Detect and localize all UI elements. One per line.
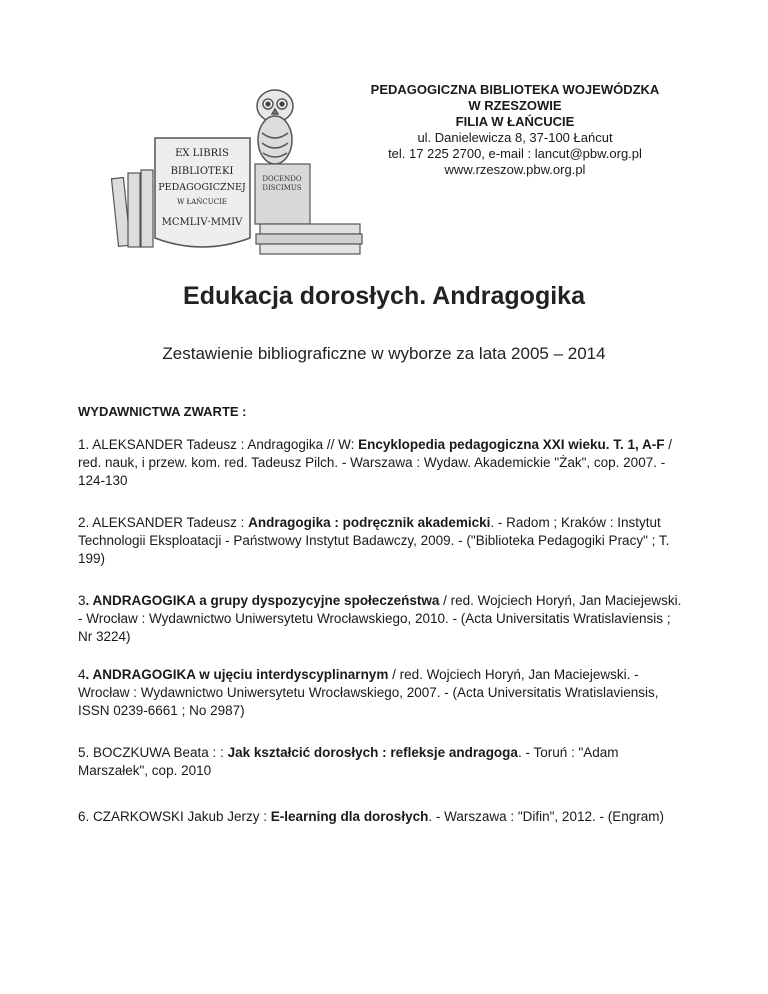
section-heading: WYDAWNICTWA ZWARTE : bbox=[78, 404, 247, 419]
book-text-1: DOCENDO bbox=[262, 175, 302, 183]
header-line-2: W RZESZOWIE bbox=[468, 98, 562, 113]
owl-icon bbox=[257, 90, 293, 164]
logo-line-1: EX LIBRIS bbox=[175, 148, 229, 159]
entry-title: . ANDRAGOGIKA w ujęciu interdyscyplinarnym bbox=[85, 667, 389, 682]
entry-text: 3 bbox=[78, 593, 86, 608]
entry-text: / red. Wojciech Horyń, Jan Maciejewski. - Wrocław : Wydawnictwo Uniwersytetu Wrocławskiego, 2007. - (Acta Universitatis Wratislaviensis, ISSN 0239-6661 ; No 2987) bbox=[78, 667, 659, 718]
bibliography-entry-3 bbox=[78, 592, 688, 646]
entry-text: 2. ALEKSANDER Tadeusz : bbox=[78, 515, 249, 530]
leaning-books-icon bbox=[111, 170, 153, 247]
bibliography-entry-4 bbox=[78, 666, 688, 720]
page-subtitle: Zestawienie bibliograficzne w wyborze za lata 2005 – 2014 bbox=[162, 344, 606, 363]
entry-text: . - Warszawa : "Difin", 2012. - (Engram) bbox=[428, 809, 664, 824]
logo-line-3: PEDAGOGICZNEJ bbox=[158, 182, 246, 193]
book-text-2: DISCIMUS bbox=[262, 184, 302, 192]
entry-text: / red. Wojciech Horyń, Jan Maciejewski. - Wrocław : Wydawnictwo Uniwersytetu Wrocławskiego, 2010. - (Acta Universitatis Wratislaviensis ; Nr 3224) bbox=[78, 593, 682, 644]
bibliography-entry-2 bbox=[78, 514, 688, 568]
ex-libris-logo bbox=[110, 78, 370, 258]
entry-text: 1. ALEKSANDER Tadeusz : Andragogika // W: bbox=[78, 437, 359, 452]
entry-text: / red. nauk, i przew. kom. red. Tadeusz Pilch. - Warszawa : Wydaw. Akademickie "Żak", cop. 2007. - 124-130 bbox=[78, 437, 672, 488]
logo-line-5: MCMLIV·MMIV bbox=[161, 217, 243, 228]
header-website: www.rzeszow.pbw.org.pl bbox=[444, 162, 586, 177]
ex-libris-shield bbox=[155, 138, 250, 247]
entry-title: Jak kształcić dorosłych : refleksje andragoga bbox=[227, 745, 518, 760]
page-title: Edukacja dorosłych. Andragogika bbox=[183, 282, 585, 310]
entry-text: . - Toruń : "Adam Marszałek", cop. 2010 bbox=[78, 745, 619, 778]
bibliography-entry-6 bbox=[78, 808, 688, 826]
entry-title: Encyklopedia pedagogiczna XXI wieku. T. 1, A-F bbox=[358, 437, 665, 452]
bibliography-entry-1 bbox=[78, 436, 688, 490]
entry-text: 5. BOCZKUWA Beata : : bbox=[78, 745, 228, 760]
bibliography-entry-5 bbox=[78, 744, 688, 780]
entry-title: E-learning dla dorosłych bbox=[270, 809, 429, 824]
header-address: ul. Danielewicza 8, 37-100 Łańcut bbox=[417, 130, 613, 145]
header-line-3: FILIA W ŁAŃCUCIE bbox=[455, 114, 575, 129]
header-line-1: PEDAGOGICZNA BIBLIOTEKA WOJEWÓDZKA bbox=[370, 82, 660, 97]
entry-title: Andragogika : podręcznik akademicki bbox=[248, 515, 491, 530]
entry-text: 6. CZARKOWSKI Jakub Jerzy : bbox=[78, 809, 271, 824]
entry-text: . - Radom ; Kraków : Instytut Technologii Eksploatacji - Państwowy Instytut Badawczy, 2009. - ("Biblioteka Pedagogiki Pracy" ; T. 199) bbox=[78, 515, 670, 566]
library-header bbox=[340, 82, 690, 178]
header-contact: tel. 17 225 2700, e-mail : lancut@pbw.org.pl bbox=[388, 146, 642, 161]
entry-title: . ANDRAGOGIKA a grupy dyspozycyjne społeczeństwa bbox=[85, 593, 440, 608]
entry-text: 4 bbox=[78, 667, 86, 682]
logo-line-2: BIBLIOTEKI bbox=[170, 166, 234, 177]
logo-line-4: W ŁAŃCUCIE bbox=[177, 198, 227, 206]
